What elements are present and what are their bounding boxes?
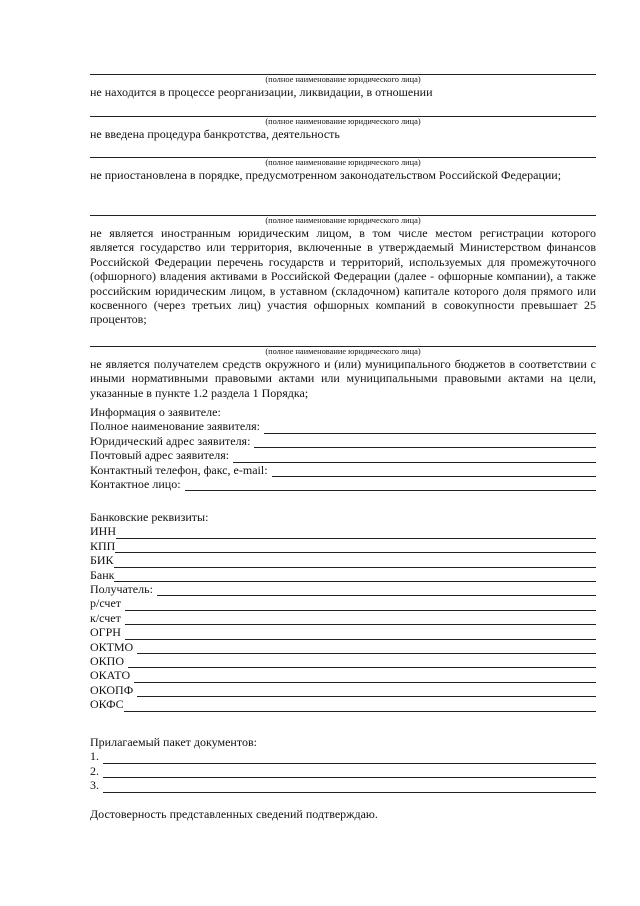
bank-field-recipient	[90, 582, 596, 596]
caption: (полное наименование юридического лица)	[265, 158, 421, 167]
documents-section	[90, 735, 596, 793]
bank-field-inn	[90, 524, 596, 538]
postal-address-input[interactable]	[233, 451, 596, 463]
ogrn-input[interactable]	[125, 628, 596, 640]
bank-field-account	[90, 596, 596, 610]
caption: (полное наименование юридического лица)	[265, 347, 421, 356]
statement-block-5	[90, 334, 596, 400]
field-label: ОКПО	[90, 654, 125, 669]
field-label: Юридический адрес заявителя:	[90, 433, 251, 448]
item-number: 2.	[90, 763, 99, 778]
bank-section	[90, 510, 596, 712]
blank-line	[90, 104, 596, 117]
field-label: ОКОПФ	[90, 682, 134, 697]
field-label: Полное наименование заявителя:	[90, 419, 260, 434]
statement-text: не введена процедура банкротства, деятельность	[90, 127, 340, 141]
contacts-input[interactable]	[272, 465, 596, 477]
caption: (полное наименование юридического лица)	[265, 117, 421, 126]
okpo-input[interactable]	[128, 656, 596, 668]
applicant-field-full-name	[90, 419, 596, 433]
full-name-input[interactable]	[264, 422, 596, 434]
applicant-heading: Информация о заявителе:	[90, 405, 221, 419]
caption: (полное наименование юридического лица)	[265, 75, 421, 84]
bank-input[interactable]	[114, 570, 596, 582]
field-label: р/счет	[90, 596, 122, 611]
field-label: ОКФС	[90, 697, 124, 712]
field-label: Почтовый адрес заявителя:	[90, 448, 230, 463]
contact-person-input[interactable]	[185, 479, 596, 491]
bank-field-okopf	[90, 683, 596, 697]
statement-text: не находится в процессе реорганизации, ликвидации, в отношении	[90, 85, 433, 99]
legal-address-input[interactable]	[254, 436, 596, 448]
okato-input[interactable]	[134, 671, 596, 683]
inn-input[interactable]	[116, 527, 596, 539]
statement-text: не является получателем средств окружного и (или) муниципального бюджетов в соответствии с иными нормативными правовыми актами или муниципальными правовыми актами на цели, указанные в пункте 1.2 раздела 1 Порядка;	[90, 357, 596, 400]
field-label: ИНН	[90, 524, 116, 539]
applicant-field-postal-address	[90, 448, 596, 462]
corr-account-input[interactable]	[125, 613, 596, 625]
statement-block-2	[90, 104, 596, 141]
document-1-input[interactable]	[103, 752, 596, 764]
statement-text: не является иностранным юридическим лицом, в том числе местом регистрации которого является государство или территория, включенные в утверждаемый Министерством финансов Российской Федерации перечень государств и территорий, используемых для промежуточного (офшорного) владения активами в Российской Федерации (далее - офшорные компании), а также российским юридическим лицом, в уставном (складочном) капитале которого доля прямого или косвенного (через третьих лиц) участия офшорных компаний в совокупности превышает 25 процентов;	[90, 226, 596, 327]
recipient-input[interactable]	[157, 584, 596, 596]
field-label: Контактное лицо:	[90, 477, 181, 492]
statement-block-3	[90, 145, 596, 182]
applicant-field-contact-person	[90, 477, 596, 491]
statement-block-4	[90, 203, 596, 327]
applicant-field-legal-address	[90, 434, 596, 448]
statement-text: не приостановлена в порядке, предусмотренном законодательством Российской Федерации;	[90, 168, 562, 182]
field-label: КПП	[90, 538, 116, 553]
field-label: Банк	[90, 567, 115, 582]
field-label: ОКТМО	[90, 639, 134, 654]
bank-field-bank	[90, 568, 596, 582]
bik-input[interactable]	[114, 556, 596, 568]
bank-field-okpo	[90, 654, 596, 668]
caption: (полное наименование юридического лица)	[265, 216, 421, 225]
item-number: 3.	[90, 778, 99, 793]
field-label: ОГРН	[90, 625, 121, 640]
bank-field-okato	[90, 668, 596, 682]
confirmation-section	[90, 807, 596, 821]
applicant-field-contacts	[90, 463, 596, 477]
field-label: Контактный телефон, факс, e-mail:	[90, 462, 268, 477]
field-label: Получатель:	[90, 582, 153, 597]
document-3-input[interactable]	[103, 781, 596, 793]
okfs-input[interactable]	[124, 700, 596, 712]
bank-field-okfs	[90, 697, 596, 711]
bank-field-bik	[90, 553, 596, 567]
bank-field-oktmo	[90, 640, 596, 654]
account-input[interactable]	[125, 599, 596, 611]
oktmo-input[interactable]	[137, 642, 596, 654]
bank-heading: Банковские реквизиты:	[90, 510, 209, 524]
document-2-input[interactable]	[103, 766, 596, 778]
okopf-input[interactable]	[137, 685, 596, 697]
applicant-section	[90, 405, 596, 491]
documents-heading: Прилагаемый пакет документов:	[90, 735, 257, 749]
blank-line	[90, 145, 596, 158]
confirmation-text: Достоверность представленных сведений подтверждаю.	[90, 807, 378, 821]
blank-line	[90, 203, 596, 216]
document-item	[90, 749, 596, 763]
statement-block-1	[90, 62, 596, 99]
blank-line	[90, 62, 596, 75]
document-item	[90, 778, 596, 792]
field-label: ОКАТО	[90, 668, 131, 683]
document-item	[90, 764, 596, 778]
item-number: 1.	[90, 749, 99, 764]
kpp-input[interactable]	[115, 541, 596, 553]
field-label: БИК	[90, 553, 114, 568]
bank-field-kpp	[90, 539, 596, 553]
field-label: к/счет	[90, 610, 121, 625]
bank-field-corr-account	[90, 611, 596, 625]
blank-line	[90, 334, 596, 347]
bank-field-ogrn	[90, 625, 596, 639]
